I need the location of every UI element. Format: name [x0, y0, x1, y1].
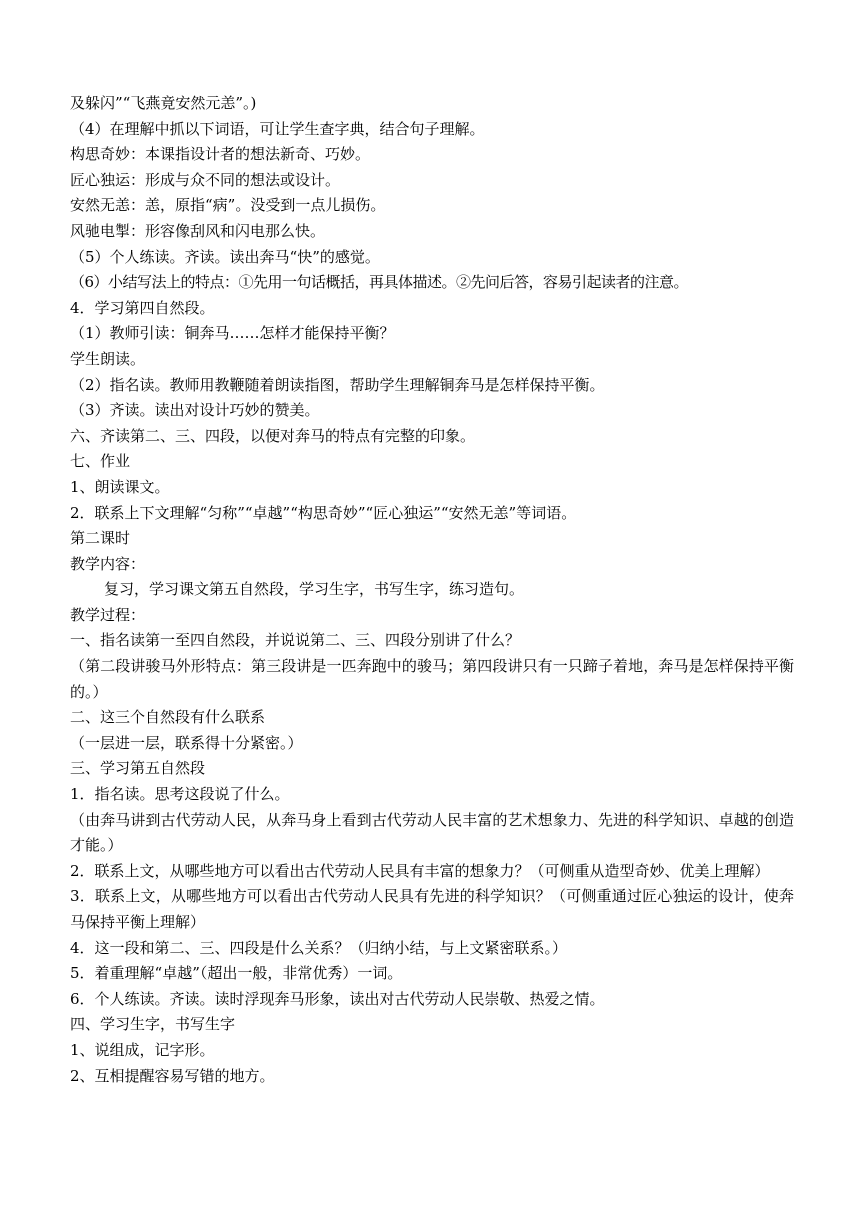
lesson-heading: 第二课时 [70, 529, 131, 548]
text-line: 六、齐读第二、三、四段，以便对奔马的特点有完整的印象。 [70, 426, 476, 445]
text-line: 4．这一段和第二、三、四段是什么关系？（归纳小结，与上文紧密联系。） [70, 938, 568, 957]
section-heading: 二、这三个自然段有什么联系 [70, 708, 266, 727]
document-body [70, 91, 794, 1089]
text-line: 1、说组成，记字形。 [70, 1040, 215, 1059]
text-line: 及躲闪”“飞燕竟安然元恙”。) [70, 94, 257, 112]
text-line: 构思奇妙：本课指设计者的想法新奇、巧妙。 [70, 145, 371, 164]
text-line: 1．指名读。思考这段说了什么。 [70, 785, 290, 804]
text-line: （5）个人练读。齐读。读出奔马“快”的感觉。 [70, 247, 380, 266]
text-line: 复习，学习课文第五自然段，学习生字，书写生字，练习造句。 [104, 580, 525, 599]
text-line: （3）齐读。读出对设计巧妙的赞美。 [70, 401, 320, 420]
text-line: （4）在理解中抓以下词语，可让学生查字典，结合句子理解。 [70, 119, 485, 138]
text-line: （6）小结写法上的特点：①先用一句话概括，再具体描述。②先问后答，容易引起读者的注意。 [70, 273, 689, 292]
text-line: 风驰电掣：形容像刮风和闪电那么快。 [70, 221, 326, 240]
text-line: （1）教师引读：铜奔马……怎样才能保持平衡？ [70, 324, 395, 343]
section-heading: 教学内容： [70, 554, 146, 573]
section-heading: 三、学习第五自然段 [70, 759, 206, 778]
text-line: 1、朗读课文。 [70, 477, 170, 496]
text-line: 4．学习第四自然段。 [70, 298, 215, 317]
text-line: 6．个人练读。齐读。读时浮现奔马形象，读出对古代劳动人民崇敬、热爱之情。 [70, 989, 605, 1008]
text-paragraph: （由奔马讲到古代劳动人民，从奔马身上看到古代劳动人民丰富的艺术想象力、先进的科学知识、卓越的创造才能。） [70, 810, 794, 855]
text-line: 5．着重理解“卓越”（超出一般，非常优秀）一词。 [70, 964, 403, 983]
section-heading: 教学过程： [70, 605, 146, 624]
text-paragraph: 2．联系上文，从哪些地方可以看出古代劳动人民具有丰富的想象力？（可侧重从造型奇妙、优美上理解） [70, 861, 770, 880]
section-heading: 四、学习生字，书写生字 [70, 1015, 236, 1034]
text-line: 2、互相提醒容易写错的地方。 [70, 1066, 275, 1085]
text-line: 学生朗读。 [70, 349, 146, 368]
text-paragraph: 3．联系上文，从哪些地方可以看出古代劳动人民具有先进的科学知识？（可侧重通过匠心独运的设计，使奔马保持平衡上理解） [70, 887, 794, 931]
text-line: 安然无恙：恙，原指“病”。没受到一点儿损伤。 [70, 196, 386, 215]
text-line: （一层进一层，联系得十分紧密。） [70, 733, 303, 752]
text-line: 一、指名读第一至四自然段，并说说第二、三、四段分别讲了什么？ [70, 631, 521, 650]
text-line: （2）指名读。教师用教鞭随着朗读指图，帮助学生理解铜奔马是怎样保持平衡。 [70, 375, 605, 394]
section-heading: 七、作业 [70, 452, 131, 471]
text-paragraph: （第二段讲骏马外形特点：第三段讲是一匹奔跑中的骏马；第四段讲只有一只蹄子着地，奔马是怎样保持平衡的。） [70, 657, 794, 701]
text-line: 匠心独运：形成与众不同的想法或设计。 [70, 170, 341, 189]
text-line: 2．联系上下文理解“匀称”“卓越”“构思奇妙”“匠心独运”“安然无恙”等词语。 [70, 503, 577, 522]
